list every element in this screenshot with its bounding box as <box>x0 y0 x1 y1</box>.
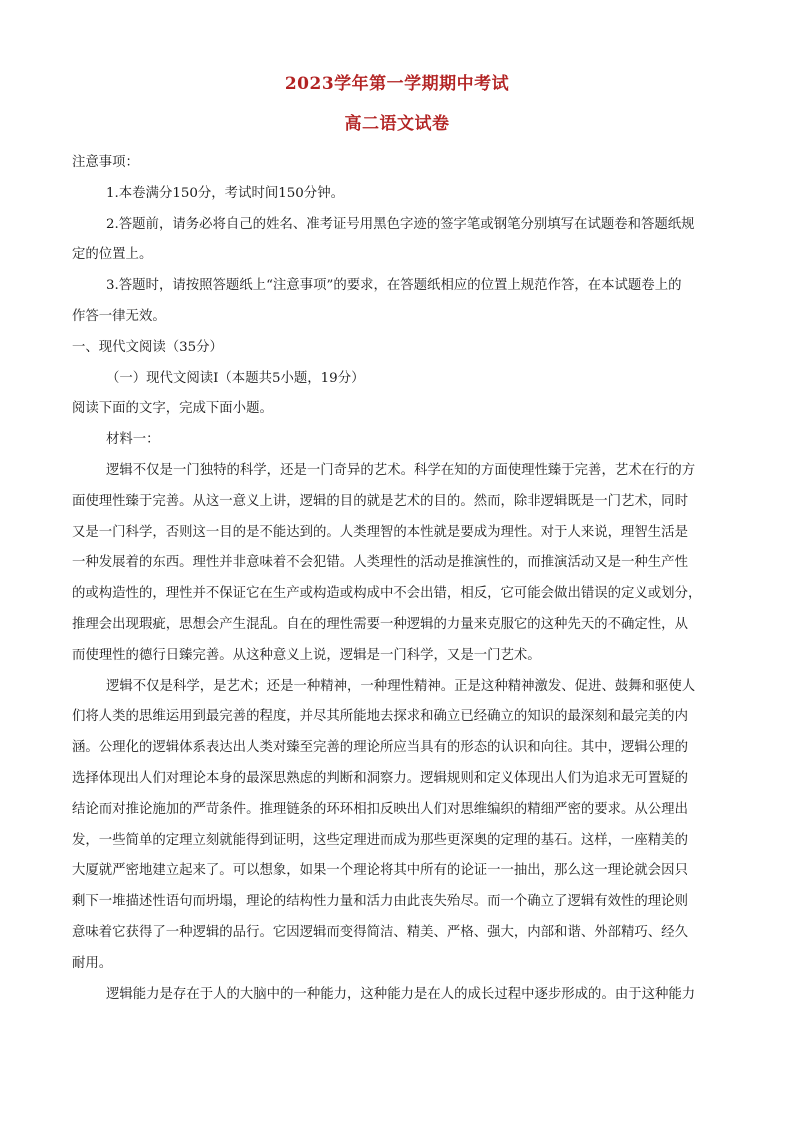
paragraph-line: 涵。公理化的逻辑体系表达出人类对臻至完善的理论所应当具有的形态的认识和向往。其中，逻辑公理的 <box>72 740 688 756</box>
notice-item-2-line-2: 定的位置上。 <box>72 247 153 263</box>
paragraph-line: 意味着它获得了一种逻辑的品行。它因逻辑而变得简洁、精美、严格、强大，内部和谐、外部精巧、经久 <box>72 924 688 940</box>
paragraph-line: 发，一些简单的定理立刻就能得到证明，这些定理进而成为那些更深奥的定理的基石。这样，一座精美的 <box>72 832 688 848</box>
paragraph-line: 结论而对推论施加的严苛条件。推理链条的环环相扣反映出人们对思维编织的精细严密的要求。从公理出 <box>72 801 688 817</box>
notice-item-3-line-2: 作答一律无效。 <box>72 308 166 324</box>
paragraph-line: 一种发展着的东西。理性并非意味着不会犯错。人类理性的活动是推演性的，而推演活动又是一种生产性 <box>72 555 688 571</box>
exam-subtitle: 高二语文试卷 <box>344 114 450 134</box>
exam-title: 2023学年第一学期期中考试 <box>284 74 510 94</box>
paragraph-line: 选择体现出人们对理论本身的最深思熟虑的判断和洞察力。逻辑规则和定义体现出人们为追求无可置疑的 <box>72 770 688 786</box>
paragraph-1 <box>72 456 722 672</box>
subsection-heading: （一）现代文阅读Ⅰ（本题共5小题，19分） <box>106 370 365 386</box>
reading-instruction: 阅读下面的文字，完成下面小题。 <box>72 401 273 417</box>
notice-item-1: 1.本卷满分150分，考试时间150分钟。 <box>106 185 344 201</box>
paragraph-line: 的或构造性的，理性并不保证它在生产或构造或构成中不会出错，相反，它可能会做出错误的定义或划分， <box>72 586 702 602</box>
notice-item-3-line-1: 3.答题时，请按照答题纸上“注意事项”的要求，在答题纸相应的位置上规范作答，在本试题卷上的 <box>106 278 682 294</box>
notice-item-2-line-1: 2.答题前，请务必将自己的姓名、准考证号用黑色字迹的签字笔或钢笔分别填写在试题卷和答题纸规 <box>106 216 695 232</box>
paragraph-line: 们将人类的思维运用到最完善的程度，并尽其所能地去探求和确立已经确立的知识的最深刻和最完美的内 <box>72 709 688 725</box>
paragraph-line: 逻辑不仅是一门独特的科学，还是一门奇异的艺术。科学在知的方面使理性臻于完善，艺术在行的方 <box>106 462 696 478</box>
paragraph-line: 逻辑不仅是科学，是艺术；还是一种精神，一种理性精神。正是这种精神激发、促进、鼓舞和驱使人 <box>106 678 696 694</box>
paragraph-line: 而使理性的德行日臻完善。从这种意义上说，逻辑是一门科学，又是一门艺术。 <box>72 647 541 663</box>
paragraph-2 <box>72 672 722 980</box>
paragraph-line: 又是一门科学，否则这一目的是不能达到的。人类理智的本性就是要成为理性。对于人来说，理智生活是 <box>72 524 688 540</box>
paragraph-line: 大厦就严密地建立起来了。可以想象，如果一个理论将其中所有的论证一一抽出，那么这一理论就会因只 <box>72 863 688 879</box>
paragraph-line: 逻辑能力是存在于人的大脑中的一种能力，这种能力是在人的成长过程中逐步形成的。由于这种能力 <box>106 986 696 1002</box>
paragraph-line: 推理会出现瑕疵，思想会产生混乱。自在的理性需要一种逻辑的力量来克服它的这种先天的不确定性，从 <box>72 616 688 632</box>
notice-heading: 注意事项： <box>72 155 139 170</box>
material-label: 材料一： <box>106 432 160 448</box>
section-heading: 一、现代文阅读（35分） <box>72 339 223 355</box>
paragraph-line: 耐用。 <box>72 955 113 971</box>
paragraph-line: 面使理性臻于完善。从这一意义上讲，逻辑的目的就是艺术的目的。然而，除非逻辑既是一门艺术，同时 <box>72 493 688 509</box>
document-body <box>72 148 722 1010</box>
paragraph-3 <box>72 980 722 1011</box>
paragraph-line: 剩下一堆描述性语句而坍塌，理论的结构性力量和活力由此丧失殆尽。而一个确立了逻辑有效性的理论则 <box>72 894 688 910</box>
